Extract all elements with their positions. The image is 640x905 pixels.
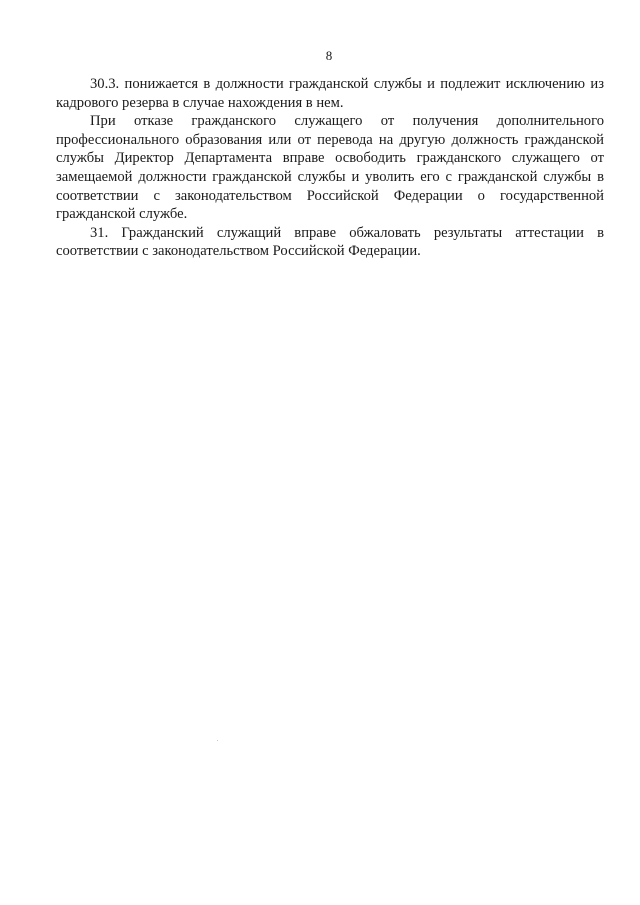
page-number: 8 — [325, 48, 333, 63]
document-body — [56, 75, 604, 261]
paragraph-31: 31. Гражданский служащий вправе обжаловать результаты аттестации в соответствии с законодательством Российской Федерации. — [56, 224, 604, 260]
scan-speck — [217, 740, 218, 741]
paragraph-30-3: 30.3. понижается в должности гражданской службы и подлежит исключению из кадрового резерва в случае нахождения в нем. — [56, 76, 604, 111]
paragraph-refusal: При отказе гражданского служащего от получения дополнительного профессионального образования или от перевода на другую должность гражданской службы Директор Департамента вправе освободить гражданского служащего от замещаемой должности гражданской службы и уволить его с гражданской службы в соответствии с законодательством Российской Федерации о государственной гражданской службе. — [56, 113, 604, 223]
